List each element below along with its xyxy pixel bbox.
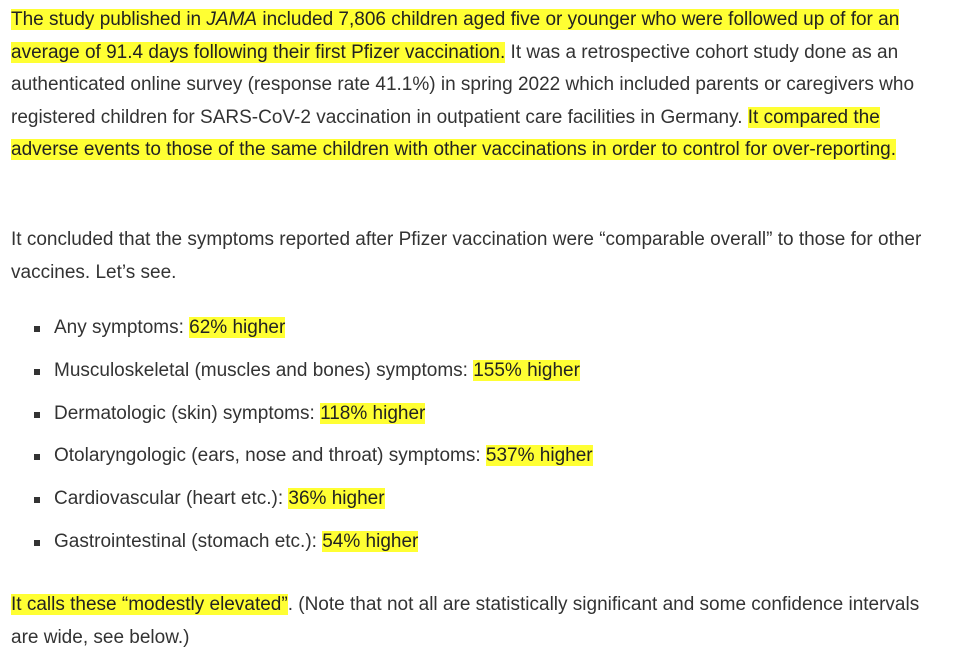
study-summary-paragraph [11, 4, 946, 167]
conclusion-paragraph: It concluded that the symptoms reported after Pfizer vaccination were “comparable overall” to those for other vaccines. Let’s see. [11, 229, 922, 283]
bullet-icon [34, 540, 40, 546]
study-intro-text-a: The study published in [11, 9, 207, 30]
finding-value: 36% higher [288, 488, 385, 510]
study-method-text: It was a retrospective cohort study done as an authenticated online survey (response rate 41.1%) in spring 2022 which included parents or caregivers who registered children for SARS-CoV-2 vaccination in outpatient care facilities in Germany. [11, 41, 915, 128]
finding-value: 155% higher [473, 359, 580, 381]
finding-value: 54% higher [322, 530, 419, 552]
bullet-icon [34, 412, 40, 418]
journal-name: JAMA [206, 9, 258, 30]
finding-label: Musculoskeletal (muscles and bones) symptoms: [54, 359, 474, 381]
finding-label: Any symptoms: [54, 317, 190, 338]
list-item [11, 398, 593, 441]
list-item [11, 312, 593, 355]
bullet-icon [34, 454, 40, 460]
finding-value: 62% higher [189, 317, 286, 338]
finding-value: 537% higher [485, 445, 593, 467]
findings-list [11, 312, 593, 569]
list-item [11, 483, 593, 526]
highlight-modestly-elevated: It calls these “modestly elevated” [11, 594, 288, 615]
bullet-icon [34, 326, 40, 332]
bullet-icon [34, 497, 40, 503]
list-item [11, 440, 593, 483]
confidence-note-text: . (Note that not all are statistically significant and some confidence intervals are wide, see below.) [11, 594, 920, 648]
study-intro-text-b: included 7,806 children aged five or younger who were followed up of for an average of 91.4 days following their first Pfizer vaccination. [11, 9, 900, 63]
finding-value: 118% higher [320, 402, 426, 424]
finding-label: Cardiovascular (heart etc.): [54, 488, 289, 510]
bullet-icon [34, 369, 40, 375]
highlight-comparison-text: It compared the adverse events to those of the same children with other vaccinations in order to control for over-reporting. [11, 106, 897, 160]
list-item [11, 355, 593, 398]
modestly-elevated-paragraph [11, 589, 946, 654]
finding-label: Gastrointestinal (stomach etc.): [54, 530, 323, 552]
finding-label: Otolaryngologic (ears, nose and throat) symptoms: [54, 445, 486, 467]
finding-label: Dermatologic (skin) symptoms: [54, 402, 321, 424]
list-item [11, 526, 593, 569]
